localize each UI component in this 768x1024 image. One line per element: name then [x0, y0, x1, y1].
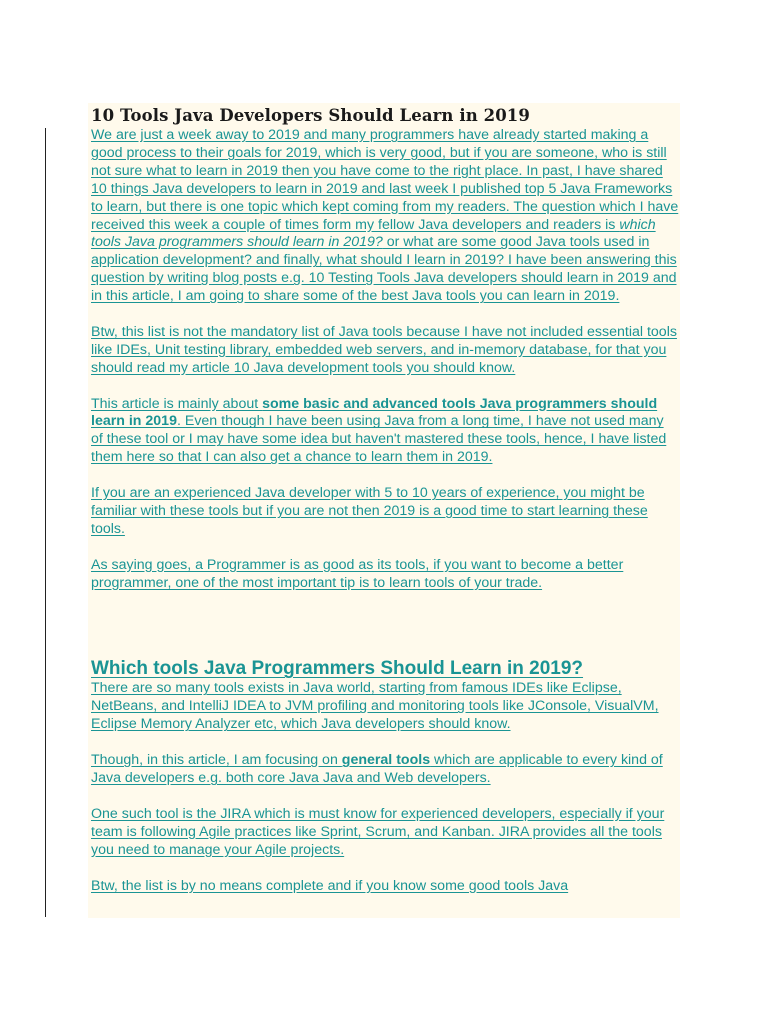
- section-spacer: [91, 610, 679, 658]
- intro-p3-text-a[interactable]: This article is mainly about: [91, 395, 263, 412]
- section-p2-text-b[interactable]: which are applicable to every kind of Java developers e.g. both core Java Java and Web developers.: [91, 752, 663, 787]
- section-heading[interactable]: Which tools Java Programmers Should Learn in 2019?: [91, 658, 584, 680]
- section-p2-text-a[interactable]: Though, in this article, I am focusing on: [91, 752, 342, 769]
- intro-p1-text-a[interactable]: We are just a week away to 2019 and many programmers have already started making a good process to their goals for 2019, which is very good, but if you are someone, who is still not sure what to learn in 2019 then you have come to the right place. In past, I have shared 10 things Java developers to learn in 2019 and last week I published top 5 Java Frameworks to learn, but there is one topic which kept coming from my readers. The question which I have received this week a couple of times form my fellow Java developers and readers is: [91, 127, 679, 233]
- margin-rule: [45, 128, 46, 917]
- intro-p3-text-b[interactable]: . Even though I have been using Java from a long time, I have not used many of these tool or I may have some idea but haven't mastered these tools, hence, I have listed them here so that I can also get a chance to learn them in 2019.: [91, 413, 667, 466]
- intro-paragraph-3[interactable]: [91, 396, 679, 468]
- section-paragraph-2[interactable]: [91, 752, 679, 788]
- intro-p4-text[interactable]: If you are an experienced Java developer with 5 to 10 years of experience, you might be familiar with these tools but if you are not then 2019 is a good time to start learning these tools.: [91, 485, 648, 537]
- intro-paragraph-2[interactable]: [91, 324, 679, 378]
- section-paragraph-3[interactable]: [91, 806, 679, 860]
- intro-paragraph-4[interactable]: [91, 485, 679, 539]
- intro-paragraph-1[interactable]: [91, 127, 679, 306]
- section-p1-text[interactable]: There are so many tools exists in Java world, starting from famous IDEs like Eclipse, NetBeans, and IntelliJ IDEA to JVM profiling and monitoring tools like JConsole, VisualVM, Eclipse Memory Analyzer etc, which Java developers should know.: [91, 680, 659, 733]
- intro-p5-text[interactable]: As saying goes, a Programmer is as good as its tools, if you want to become a better programmer, one of the most important tip is to learn tools of your trade.: [91, 556, 624, 591]
- document-page: [88, 103, 680, 918]
- section-p4-text[interactable]: Btw, the list is by no means complete and if you know some good tools Java: [91, 877, 569, 894]
- intro-p2-text[interactable]: Btw, this list is not the mandatory list of Java tools because I have not included essential tools like IDEs, Unit testing library, embedded web servers, and in-memory database, for that you should read my article 10 Java development tools you should know.: [91, 323, 677, 376]
- section-paragraph-4[interactable]: [91, 878, 679, 896]
- section-p2-bold-text[interactable]: general tools: [341, 752, 431, 769]
- section-paragraph-1[interactable]: [91, 680, 679, 734]
- intro-p1-italic-question[interactable]: which tools Java programmers should learn in 2019?: [91, 216, 656, 251]
- intro-p1-text-b[interactable]: or what are some good Java tools used in application development? and finally, what should I learn in 2019? I have been answering this question by writing blog posts e.g. 10 Testing Tools Java developers should learn in 2019 and in this article, I am going to share some of the best Java tools you can learn in 2019.: [91, 234, 677, 305]
- article-title: 10 Tools Java Developers Should Learn in 2019: [91, 106, 530, 125]
- article-content: [88, 105, 679, 896]
- section-p3-text[interactable]: One such tool is the JIRA which is must know for experienced developers, especially if your team is following Agile practices like Sprint, Scrum, and Kanban. JIRA provides all the tools you need to manage your Agile projects.: [91, 805, 665, 858]
- intro-paragraph-5[interactable]: [91, 557, 679, 593]
- intro-p3-bold-text[interactable]: some basic and advanced tools Java programmers should learn in 2019: [91, 395, 658, 430]
